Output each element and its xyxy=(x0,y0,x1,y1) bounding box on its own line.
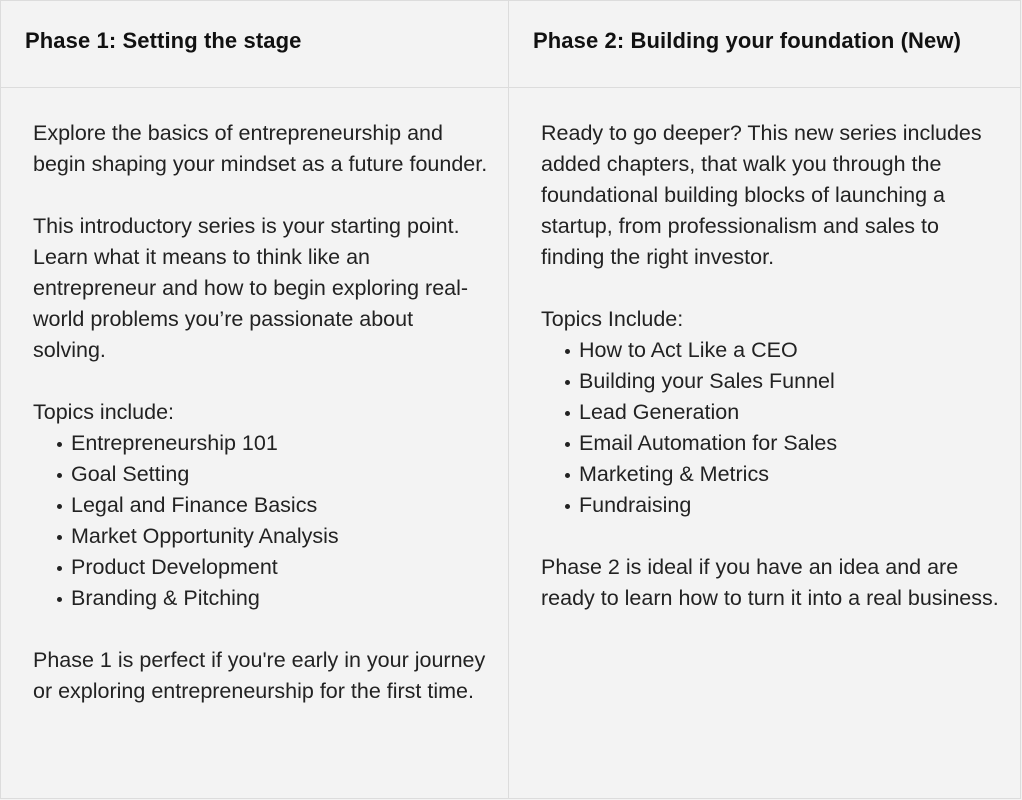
phase2-content xyxy=(509,88,1020,798)
list-item: Fundraising xyxy=(559,490,1000,521)
phase2-topics-list xyxy=(541,335,1000,521)
phase2-intro: Ready to go deeper? This new series includes added chapters, that walk you through the foundational building blocks of launching a startup, from professionalism and sales to finding the right investor. xyxy=(541,121,982,269)
phase2-closing: Phase 2 is ideal if you have an idea and are ready to learn how to turn it into a real business. xyxy=(541,555,999,610)
phase1-header xyxy=(1,1,509,88)
phase2-header xyxy=(509,1,1020,88)
list-item: Legal and Finance Basics xyxy=(51,490,488,521)
list-item: Lead Generation xyxy=(559,397,1000,428)
list-item: Entrepreneurship 101 xyxy=(51,428,488,459)
list-item: Product Development xyxy=(51,552,488,583)
phase1-title: Phase 1: Setting the stage xyxy=(25,28,302,53)
list-item: Marketing & Metrics xyxy=(559,459,1000,490)
phase1-description: This introductory series is your starting point. Learn what it means to think like an entrepreneur and how to begin exploring real-world problems you’re passionate about solving. xyxy=(33,214,469,362)
phase2-title: Phase 2: Building your foundation (New) xyxy=(533,28,962,53)
phase1-content xyxy=(1,88,509,798)
phase1-closing: Phase 1 is perfect if you're early in your journey or exploring entrepreneurship for the first time. xyxy=(33,648,486,703)
list-item: Email Automation for Sales xyxy=(559,428,1000,459)
list-item: Building your Sales Funnel xyxy=(559,366,1000,397)
phase1-topics-list xyxy=(33,428,488,614)
phase2-topics-label: Topics Include: xyxy=(541,307,684,331)
phase1-intro: Explore the basics of entrepreneurship and begin shaping your mindset as a future founder. xyxy=(33,121,488,176)
list-item: Goal Setting xyxy=(51,459,488,490)
list-item: Branding & Pitching xyxy=(51,583,488,614)
list-item: How to Act Like a CEO xyxy=(559,335,1000,366)
list-item: Market Opportunity Analysis xyxy=(51,521,488,552)
phase1-topics-label: Topics include: xyxy=(33,400,175,424)
